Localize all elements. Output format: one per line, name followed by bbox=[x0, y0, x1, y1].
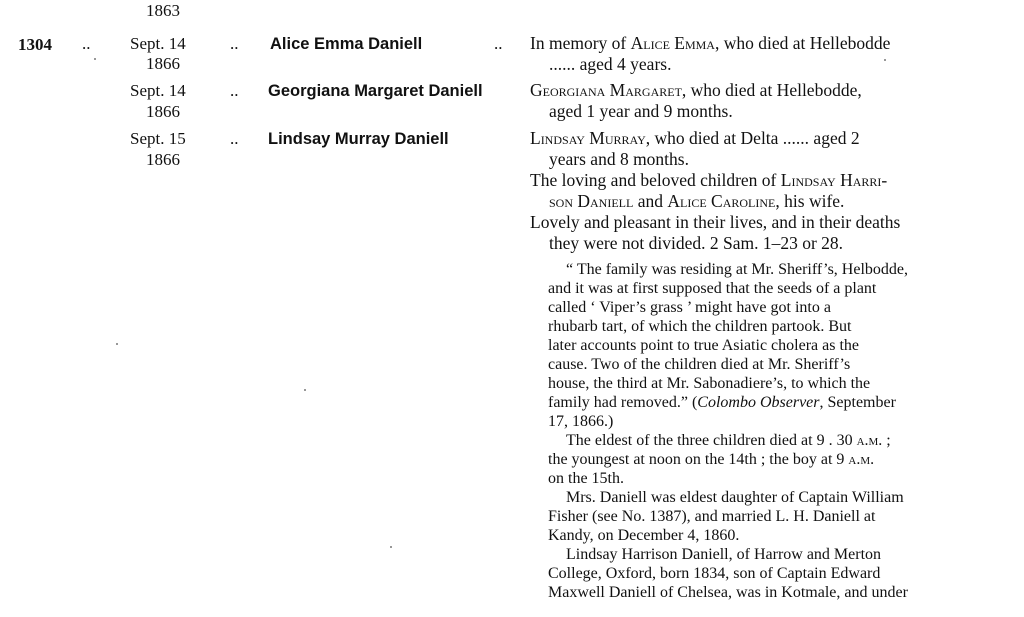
scan-speck bbox=[884, 59, 886, 61]
inscription-line-9: Lovely and pleasant in their lives, and in their deaths bbox=[530, 212, 901, 232]
note-line-12: on the 15th. bbox=[548, 470, 624, 487]
scan-speck bbox=[390, 546, 392, 548]
note-line-13: Mrs. Daniell was eldest daughter of Captain William bbox=[566, 489, 904, 506]
top-year: 1863 bbox=[146, 1, 180, 20]
note-line-8: family had removed.” (Colombo Observer, September bbox=[548, 394, 896, 411]
note-line-14: Fisher (see No. 1387), and married L. H. Daniell at bbox=[548, 508, 876, 525]
note-line-2: and it was at first supposed that the seeds of a plant bbox=[548, 280, 877, 297]
separator-dots: .. bbox=[82, 34, 91, 53]
inscription-line-2: ...... aged 4 years. bbox=[549, 54, 672, 74]
note-line-16: Lindsay Harrison Daniell, of Harrow and Merton bbox=[566, 546, 882, 563]
note-line-3: called ‘ Viper’s grass ’ might have got into a bbox=[548, 299, 831, 316]
row-2-dots: .. bbox=[230, 81, 239, 100]
note-line-6: cause. Two of the children died at Mr. Sheriff’s bbox=[548, 356, 851, 373]
inscription-line-1: In memory of Alice Emma, who died at Hellebodde bbox=[530, 33, 891, 53]
row-1-date: Sept. 14 bbox=[130, 34, 186, 53]
inscription-line-10: they were not divided. 2 Sam. 1–23 or 28. bbox=[549, 233, 844, 253]
row-1-name-dots: .. bbox=[494, 34, 503, 53]
note-line-1: “ The family was residing at Mr. Sheriff’s, Helbodde, bbox=[566, 261, 908, 278]
row-2-year: 1866 bbox=[146, 102, 180, 121]
note-line-11: the youngest at noon on the 14th ; the boy at 9 a.m. bbox=[548, 451, 875, 468]
inscription-line-7: The loving and beloved children of Lindsay Harri- bbox=[530, 170, 888, 190]
scan-speck bbox=[304, 389, 306, 391]
note-line-4: rhubarb tart, of which the children partook. But bbox=[548, 318, 852, 335]
row-2-name: Georgiana Margaret Daniell bbox=[268, 82, 483, 100]
scan-speck bbox=[94, 58, 96, 60]
entry-number: 1304 bbox=[18, 35, 52, 54]
scan-speck bbox=[116, 343, 118, 345]
inscription-line-8: son Daniell and Alice Caroline, his wife. bbox=[549, 191, 845, 211]
row-1-name: Alice Emma Daniell bbox=[270, 35, 423, 53]
row-3-date: Sept. 15 bbox=[130, 129, 186, 148]
row-3-name: Lindsay Murray Daniell bbox=[268, 130, 449, 148]
row-2-date: Sept. 14 bbox=[130, 81, 186, 100]
note-line-18: Maxwell Daniell of Chelsea, was in Kotmale, and under bbox=[548, 584, 908, 601]
inscription-line-6: years and 8 months. bbox=[549, 149, 689, 169]
note-line-7: house, the third at Mr. Sabonadiere’s, to which the bbox=[548, 375, 871, 392]
note-line-10: The eldest of the three children died at 9 . 30 a.m. ; bbox=[566, 432, 891, 449]
note-line-5: later accounts point to true Asiatic cholera as the bbox=[548, 337, 859, 354]
note-line-9: 17, 1866.) bbox=[548, 413, 614, 430]
row-1-year: 1866 bbox=[146, 54, 180, 73]
inscription-line-5: Lindsay Murray, who died at Delta ...... aged 2 bbox=[530, 128, 860, 148]
row-3-year: 1866 bbox=[146, 150, 180, 169]
inscription-line-3: Georgiana Margaret, who died at Hellebodde, bbox=[530, 80, 862, 100]
note-line-17: College, Oxford, born 1834, son of Captain Edward bbox=[548, 565, 881, 582]
row-1-dots: .. bbox=[230, 34, 239, 53]
inscription-line-4: aged 1 year and 9 months. bbox=[549, 101, 733, 121]
row-3-dots: .. bbox=[230, 129, 239, 148]
note-line-15: Kandy, on December 4, 1860. bbox=[548, 527, 740, 544]
